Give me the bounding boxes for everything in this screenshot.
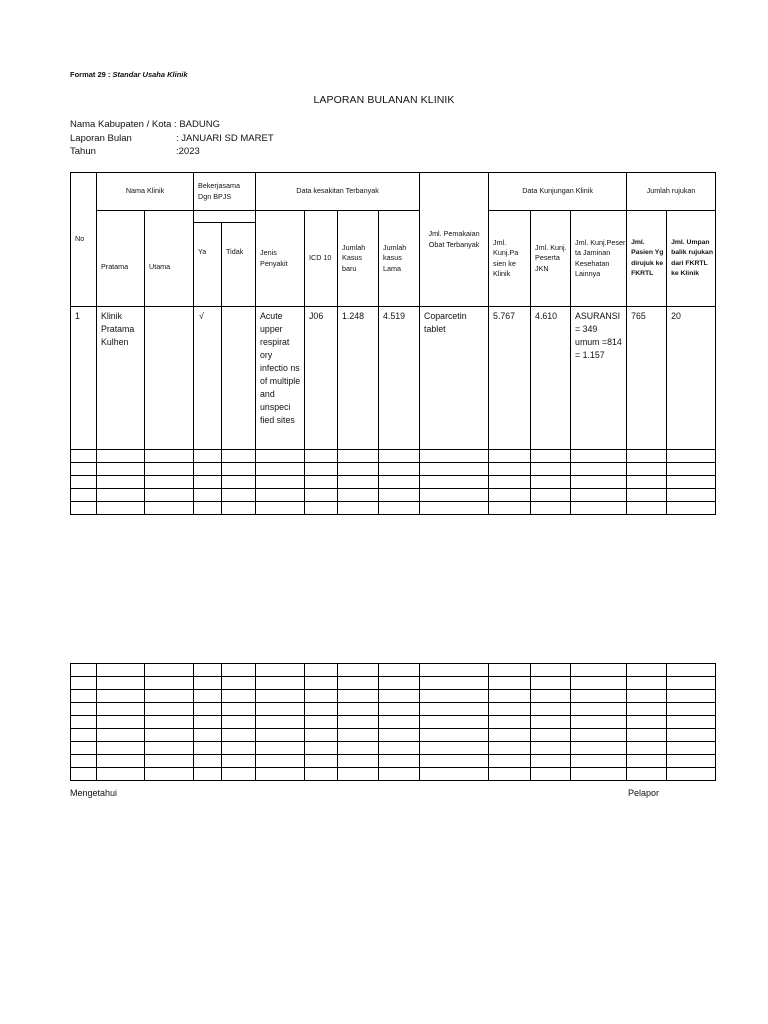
empty-cell — [531, 755, 571, 768]
empty-cell — [71, 677, 97, 690]
empty-cell — [145, 742, 194, 755]
empty-cell — [489, 690, 531, 703]
format-number: Format 29 : — [70, 70, 113, 79]
empty-cell — [379, 502, 420, 515]
empty-cell — [145, 463, 194, 476]
empty-cell — [571, 502, 627, 515]
empty-cell — [420, 450, 489, 463]
cell-icd: J06 — [305, 307, 338, 450]
header-pemakaian-obat: Jml. Pemakaian Obat Terbanyak — [420, 173, 489, 307]
empty-cell — [256, 450, 305, 463]
empty-cell — [194, 742, 222, 755]
empty-cell — [531, 768, 571, 781]
empty-cell — [667, 703, 716, 716]
empty-cell — [571, 463, 627, 476]
header-jenis-penyakit: Jenis Penyakit — [256, 211, 305, 307]
empty-cell — [489, 450, 531, 463]
laporan-value: : JANUARI SD MARET — [176, 132, 274, 144]
empty-cell — [531, 450, 571, 463]
cell-tidak — [222, 307, 256, 450]
empty-cell — [97, 677, 145, 690]
empty-cell — [256, 463, 305, 476]
empty-cell — [379, 677, 420, 690]
empty-cell — [338, 502, 379, 515]
empty-cell — [222, 450, 256, 463]
empty-cell — [305, 502, 338, 515]
empty-cell — [194, 690, 222, 703]
empty-cell — [194, 489, 222, 502]
empty-cell — [97, 716, 145, 729]
header-kasus-lama: Jumlah kasus Lama — [379, 211, 420, 307]
empty-cell — [667, 463, 716, 476]
header-row-2 — [71, 211, 716, 223]
empty-cell — [489, 768, 531, 781]
empty-cell — [71, 463, 97, 476]
empty-cell — [531, 489, 571, 502]
empty-cell — [97, 489, 145, 502]
empty-cell — [305, 768, 338, 781]
header-bekerjasama: Bekerjasama Dgn BPJS — [194, 173, 256, 211]
empty-cell — [531, 703, 571, 716]
empty-cell — [489, 489, 531, 502]
empty-rows — [71, 450, 716, 515]
empty-cell — [627, 664, 667, 677]
empty-cell — [338, 742, 379, 755]
empty-cell — [194, 768, 222, 781]
empty-cell — [145, 450, 194, 463]
empty-cell — [97, 742, 145, 755]
empty-cell — [305, 755, 338, 768]
empty-cell — [627, 716, 667, 729]
empty-cell — [71, 742, 97, 755]
empty-cell — [305, 716, 338, 729]
empty-cell — [667, 677, 716, 690]
empty-cell — [256, 677, 305, 690]
empty-cell — [571, 729, 627, 742]
empty-cell — [571, 677, 627, 690]
empty-cell — [627, 703, 667, 716]
page-title: LAPORAN BULANAN KLINIK — [313, 94, 455, 106]
cell-kunj-jkn: 4.610 — [531, 307, 571, 450]
empty-row — [71, 664, 716, 677]
empty-cell — [97, 664, 145, 677]
format-label — [70, 70, 188, 79]
empty-cell — [379, 703, 420, 716]
empty-cell — [627, 677, 667, 690]
empty-cell — [489, 502, 531, 515]
empty-cell — [194, 664, 222, 677]
empty-row — [71, 768, 716, 781]
cell-kasus-baru: 1.248 — [338, 307, 379, 450]
empty-cell — [71, 755, 97, 768]
empty-cell — [256, 489, 305, 502]
empty-cell — [531, 742, 571, 755]
cell-ya: √ — [194, 307, 222, 450]
empty-cell — [338, 463, 379, 476]
empty-cell — [222, 489, 256, 502]
empty-cell — [627, 742, 667, 755]
empty-cell — [222, 729, 256, 742]
empty-cell — [71, 476, 97, 489]
empty-cell — [379, 450, 420, 463]
header-bpjs-spacer — [194, 211, 256, 223]
empty-cell — [256, 716, 305, 729]
empty-cell — [667, 742, 716, 755]
empty-cell — [627, 476, 667, 489]
header-kunj-pasien: Jml. Kunj.Pa sien ke Klinik — [489, 211, 531, 307]
empty-cell — [420, 729, 489, 742]
empty-cell — [571, 768, 627, 781]
empty-row — [71, 690, 716, 703]
empty-cell — [420, 664, 489, 677]
cell-kunj-pasien: 5.767 — [489, 307, 531, 450]
empty-cell — [420, 677, 489, 690]
empty-cell — [194, 729, 222, 742]
empty-cell — [379, 716, 420, 729]
empty-row — [71, 502, 716, 515]
empty-cell — [194, 703, 222, 716]
empty-cell — [338, 755, 379, 768]
empty-cell — [571, 450, 627, 463]
empty-cell — [97, 755, 145, 768]
empty-cell — [420, 755, 489, 768]
empty-cell — [222, 755, 256, 768]
empty-cell — [379, 664, 420, 677]
empty-cell — [667, 664, 716, 677]
header-data-kunjungan: Data Kunjungan Klinik — [489, 173, 627, 211]
empty-cell — [379, 742, 420, 755]
empty-cell — [145, 502, 194, 515]
empty-cell — [571, 476, 627, 489]
cell-obat: Coparcetin tablet — [420, 307, 489, 450]
empty-cell — [256, 729, 305, 742]
empty-cell — [489, 742, 531, 755]
info-row-laporan — [70, 132, 274, 146]
header-icd: ICD 10 — [305, 211, 338, 307]
empty-cell — [338, 664, 379, 677]
empty-cell — [305, 463, 338, 476]
empty-cell — [489, 703, 531, 716]
report-table — [70, 172, 716, 515]
empty-cell — [667, 755, 716, 768]
empty-cell — [145, 755, 194, 768]
empty-cell — [627, 450, 667, 463]
empty-cell — [305, 703, 338, 716]
empty-cell — [489, 463, 531, 476]
empty-cell — [667, 768, 716, 781]
empty-cell — [222, 703, 256, 716]
header-tidak: Tidak — [222, 223, 256, 307]
header-kasus-baru: Jumlah Kasus baru — [338, 211, 379, 307]
header-pasien-dirujuk: Jml. Pasien Yg dirujuk ke FKRTL — [627, 211, 667, 307]
empty-cell — [71, 703, 97, 716]
empty-cell — [531, 502, 571, 515]
empty-cell — [338, 677, 379, 690]
empty-cell — [571, 690, 627, 703]
empty-cell — [420, 690, 489, 703]
empty-cell — [531, 476, 571, 489]
info-row-tahun — [70, 145, 274, 159]
empty-cell — [338, 489, 379, 502]
empty-cell — [420, 463, 489, 476]
empty-cell — [489, 729, 531, 742]
empty-cell — [571, 664, 627, 677]
empty-cell — [667, 502, 716, 515]
cell-dirujuk: 765 — [627, 307, 667, 450]
empty-cell — [420, 742, 489, 755]
tahun-label: Tahun — [70, 146, 96, 157]
empty-cell — [145, 489, 194, 502]
empty-cell — [571, 489, 627, 502]
empty-cell — [531, 716, 571, 729]
table-row — [71, 307, 716, 450]
empty-cell — [97, 502, 145, 515]
empty-row — [71, 450, 716, 463]
empty-cell — [667, 716, 716, 729]
empty-cell — [97, 476, 145, 489]
empty-cell — [71, 450, 97, 463]
header-pratama: Pratama — [97, 211, 145, 307]
empty-cell — [379, 489, 420, 502]
empty-cell — [627, 463, 667, 476]
empty-row — [71, 716, 716, 729]
tahun-value: :2023 — [176, 146, 200, 157]
empty-cell — [97, 768, 145, 781]
empty-cell — [256, 742, 305, 755]
empty-cell — [667, 450, 716, 463]
cell-kasus-lama: 4.519 — [379, 307, 420, 450]
empty-cell — [489, 716, 531, 729]
empty-cell — [379, 476, 420, 489]
empty-cell — [256, 755, 305, 768]
empty-cell — [145, 677, 194, 690]
empty-cell — [256, 664, 305, 677]
empty-cell — [194, 755, 222, 768]
empty-cell — [571, 716, 627, 729]
report-info — [70, 118, 274, 159]
empty-cell — [667, 729, 716, 742]
empty-cell — [571, 703, 627, 716]
empty-cell — [222, 502, 256, 515]
empty-cell — [489, 664, 531, 677]
empty-cell — [420, 716, 489, 729]
header-utama: Utama — [145, 211, 194, 307]
empty-cell — [71, 729, 97, 742]
header-kunj-jkn: Jml. Kunj. Peserta JKN — [531, 211, 571, 307]
empty-cell — [222, 463, 256, 476]
pelapor-label: Pelapor — [628, 788, 660, 798]
empty-cell — [338, 690, 379, 703]
empty-cell — [489, 755, 531, 768]
empty-cell — [222, 664, 256, 677]
empty-cell — [305, 489, 338, 502]
empty-cell — [256, 476, 305, 489]
empty-cell — [420, 703, 489, 716]
empty-cell — [489, 476, 531, 489]
empty-row — [71, 755, 716, 768]
cell-pratama: Klinik Pratama Kulhen — [97, 307, 145, 450]
empty-cell — [71, 716, 97, 729]
empty-cell — [222, 677, 256, 690]
header-ya: Ya — [194, 223, 222, 307]
header-nama-klinik: Nama Klinik — [97, 173, 194, 211]
kabupaten-line: Nama Kabupaten / Kota : BADUNG — [70, 119, 220, 130]
empty-cell — [667, 690, 716, 703]
header-data-kesakitan: Data kesakitan Terbanyak — [256, 173, 420, 211]
empty-row — [71, 677, 716, 690]
empty-cell — [256, 502, 305, 515]
empty-cell — [97, 450, 145, 463]
empty-cell — [627, 768, 667, 781]
empty-cell — [145, 716, 194, 729]
empty-cell — [420, 489, 489, 502]
empty-cell — [489, 677, 531, 690]
empty-cell — [145, 476, 194, 489]
empty-cell — [194, 677, 222, 690]
empty-row — [71, 489, 716, 502]
empty-cell — [667, 489, 716, 502]
empty-cell — [97, 690, 145, 703]
empty-cell — [531, 729, 571, 742]
empty-cell — [71, 664, 97, 677]
empty-cell — [305, 450, 338, 463]
empty-cell — [338, 729, 379, 742]
empty-cell — [222, 716, 256, 729]
empty-cell — [667, 476, 716, 489]
header-jumlah-rujukan: Jumlah rujukan — [627, 173, 716, 211]
empty-cell — [571, 742, 627, 755]
empty-cell — [379, 755, 420, 768]
header-row-1 — [71, 173, 716, 211]
empty-cell — [145, 690, 194, 703]
empty-cell — [145, 703, 194, 716]
laporan-label: Laporan Bulan — [70, 132, 132, 144]
empty-cell — [71, 690, 97, 703]
empty-row — [71, 742, 716, 755]
empty-cell — [627, 755, 667, 768]
empty-cell — [420, 768, 489, 781]
empty-cell — [222, 742, 256, 755]
empty-row — [71, 476, 716, 489]
empty-cell — [531, 664, 571, 677]
cell-no: 1 — [71, 307, 97, 450]
empty-row — [71, 463, 716, 476]
empty-cell — [256, 768, 305, 781]
lower-rows — [71, 664, 716, 781]
empty-cell — [420, 476, 489, 489]
empty-cell — [338, 768, 379, 781]
empty-cell — [379, 729, 420, 742]
header-umpan-balik: Jml. Umpan balik rujukan dari FKRTL ke Klinik — [667, 211, 716, 307]
empty-cell — [305, 677, 338, 690]
empty-cell — [627, 729, 667, 742]
empty-cell — [71, 768, 97, 781]
empty-cell — [379, 463, 420, 476]
empty-cell — [222, 768, 256, 781]
cell-utama — [145, 307, 194, 450]
empty-cell — [256, 703, 305, 716]
empty-cell — [222, 690, 256, 703]
empty-cell — [627, 690, 667, 703]
empty-cell — [379, 768, 420, 781]
empty-cell — [305, 742, 338, 755]
empty-cell — [571, 755, 627, 768]
empty-cell — [194, 716, 222, 729]
empty-cell — [305, 664, 338, 677]
empty-cell — [305, 476, 338, 489]
mengetahui-label: Mengetahui — [70, 788, 118, 798]
empty-row — [71, 703, 716, 716]
empty-cell — [531, 677, 571, 690]
empty-cell — [627, 502, 667, 515]
empty-cell — [97, 729, 145, 742]
empty-cell — [338, 703, 379, 716]
lower-table — [70, 663, 716, 781]
empty-cell — [71, 502, 97, 515]
empty-cell — [71, 489, 97, 502]
empty-cell — [222, 476, 256, 489]
empty-cell — [379, 690, 420, 703]
empty-cell — [531, 690, 571, 703]
header-kunj-lain: Jml. Kunj.Peser ta Jaminan Kesehatan Lainnya — [571, 211, 627, 307]
empty-cell — [145, 768, 194, 781]
empty-cell — [256, 690, 305, 703]
empty-cell — [145, 664, 194, 677]
empty-cell — [194, 463, 222, 476]
empty-cell — [420, 502, 489, 515]
empty-row — [71, 729, 716, 742]
empty-cell — [97, 463, 145, 476]
empty-cell — [338, 450, 379, 463]
header-no: No — [71, 173, 97, 307]
cell-jenis-penyakit: Acute upper respirat ory infectio ns of multiple and unspeci fied sites — [256, 307, 305, 450]
empty-cell — [194, 476, 222, 489]
info-row-kabupaten — [70, 118, 274, 132]
empty-cell — [531, 463, 571, 476]
empty-cell — [338, 476, 379, 489]
empty-cell — [145, 729, 194, 742]
empty-cell — [338, 716, 379, 729]
format-subtitle: Standar Usaha Klinik — [112, 70, 188, 79]
empty-cell — [627, 489, 667, 502]
empty-cell — [194, 450, 222, 463]
cell-umpan-balik: 20 — [667, 307, 716, 450]
empty-cell — [97, 703, 145, 716]
empty-cell — [305, 729, 338, 742]
empty-cell — [194, 502, 222, 515]
empty-cell — [305, 690, 338, 703]
cell-kunj-lain: ASURANSI = 349 umum =814 = 1.157 — [571, 307, 627, 450]
